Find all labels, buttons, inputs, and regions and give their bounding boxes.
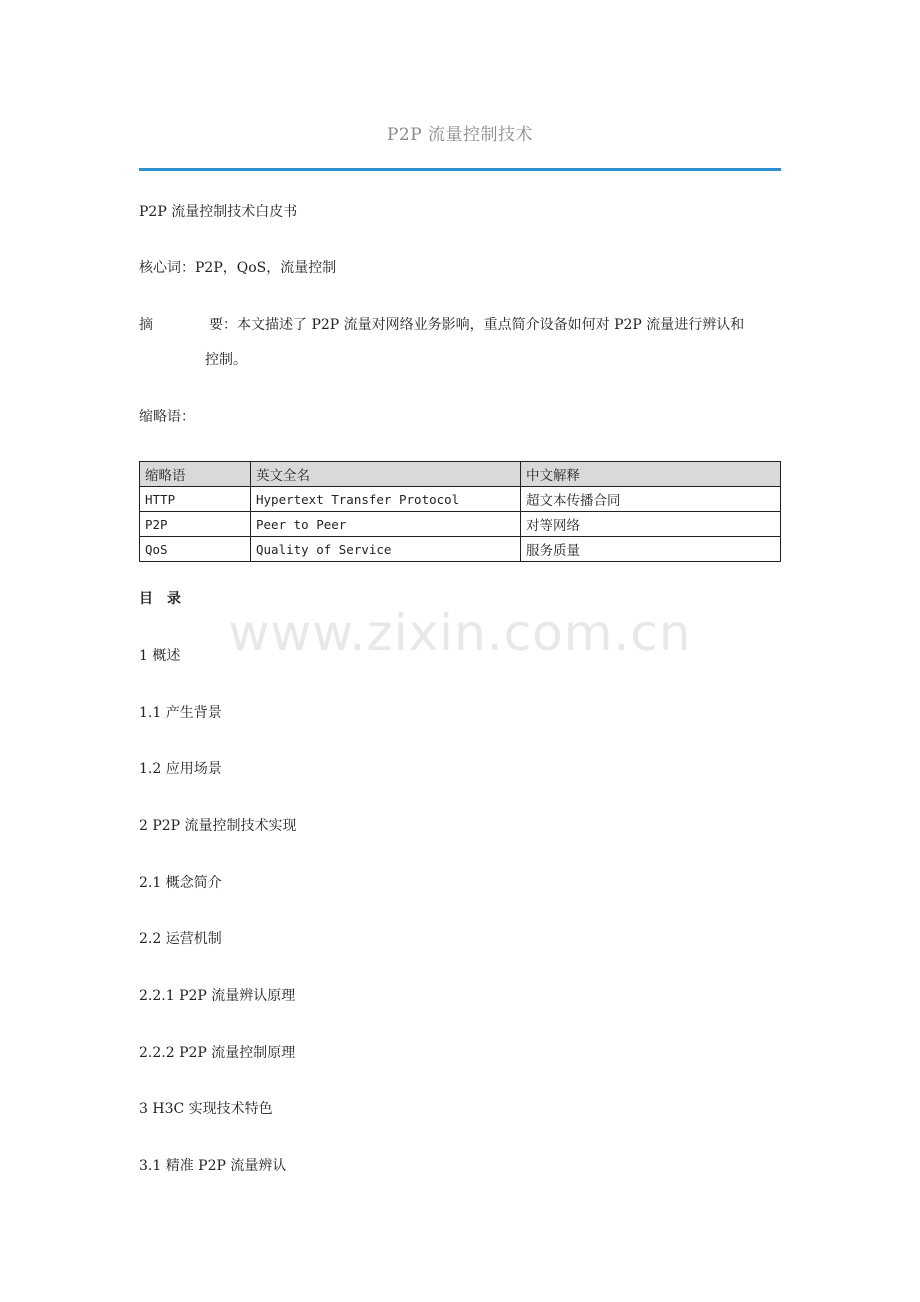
toc-item[interactable]: 2 P2P 流量控制技术实现 [139, 818, 297, 834]
table-row [140, 487, 781, 512]
toc-item[interactable]: 1 概述 [139, 648, 181, 664]
table-cell-abbr: HTTP [140, 487, 251, 512]
abstract-label: 摘 [139, 317, 153, 333]
table-header-cell: 英文全名 [251, 462, 521, 487]
table-header-cell: 缩略语 [140, 462, 251, 487]
abstract-line-1: 要：本文描述了 P2P 流量对网络业务影响，重点简介设备如何对 P2P 流量进行辨认和 [209, 317, 745, 333]
abbreviations-table [139, 461, 781, 562]
toc-heading: 目录 [139, 591, 195, 607]
abbreviations-label: 缩略语： [139, 409, 195, 425]
table-header-cell: 中文解释 [521, 462, 781, 487]
document-subtitle: P2P 流量控制技术白皮书 [139, 204, 298, 220]
table-cell-chinese: 对等网络 [521, 512, 781, 537]
table-row [140, 537, 781, 562]
table-header-row [140, 462, 781, 487]
document-title: P2P 流量控制技术 [386, 125, 534, 145]
toc-item[interactable]: 1.1 产生背景 [139, 705, 222, 721]
table-cell-abbr: QoS [140, 537, 251, 562]
toc-item[interactable]: 2.2.1 P2P 流量辨认原理 [139, 988, 296, 1004]
table-cell-fullname: Peer to Peer [251, 512, 521, 537]
table-cell-chinese: 超文本传播合同 [521, 487, 781, 512]
table-cell-fullname: Hypertext Transfer Protocol [251, 487, 521, 512]
table-cell-fullname: Quality of Service [251, 537, 521, 562]
toc-item[interactable]: 3 H3C 实现技术特色 [139, 1101, 273, 1117]
title-divider [139, 168, 781, 171]
table-cell-abbr: P2P [140, 512, 251, 537]
toc-item[interactable]: 2.2 运营机制 [139, 931, 222, 947]
abstract-line-2: 控制。 [205, 352, 247, 368]
toc-item[interactable]: 1.2 应用场景 [139, 761, 222, 777]
toc-item[interactable]: 3.1 精准 P2P 流量辨认 [139, 1158, 287, 1174]
toc-item[interactable]: 2.2.2 P2P 流量控制原理 [139, 1045, 296, 1061]
watermark: www.zixin.com.cn [228, 604, 692, 662]
toc-item[interactable]: 2.1 概念简介 [139, 875, 222, 891]
keywords-line: 核心词：P2P，QoS，流量控制 [139, 260, 337, 276]
table-row [140, 512, 781, 537]
table-cell-chinese: 服务质量 [521, 537, 781, 562]
